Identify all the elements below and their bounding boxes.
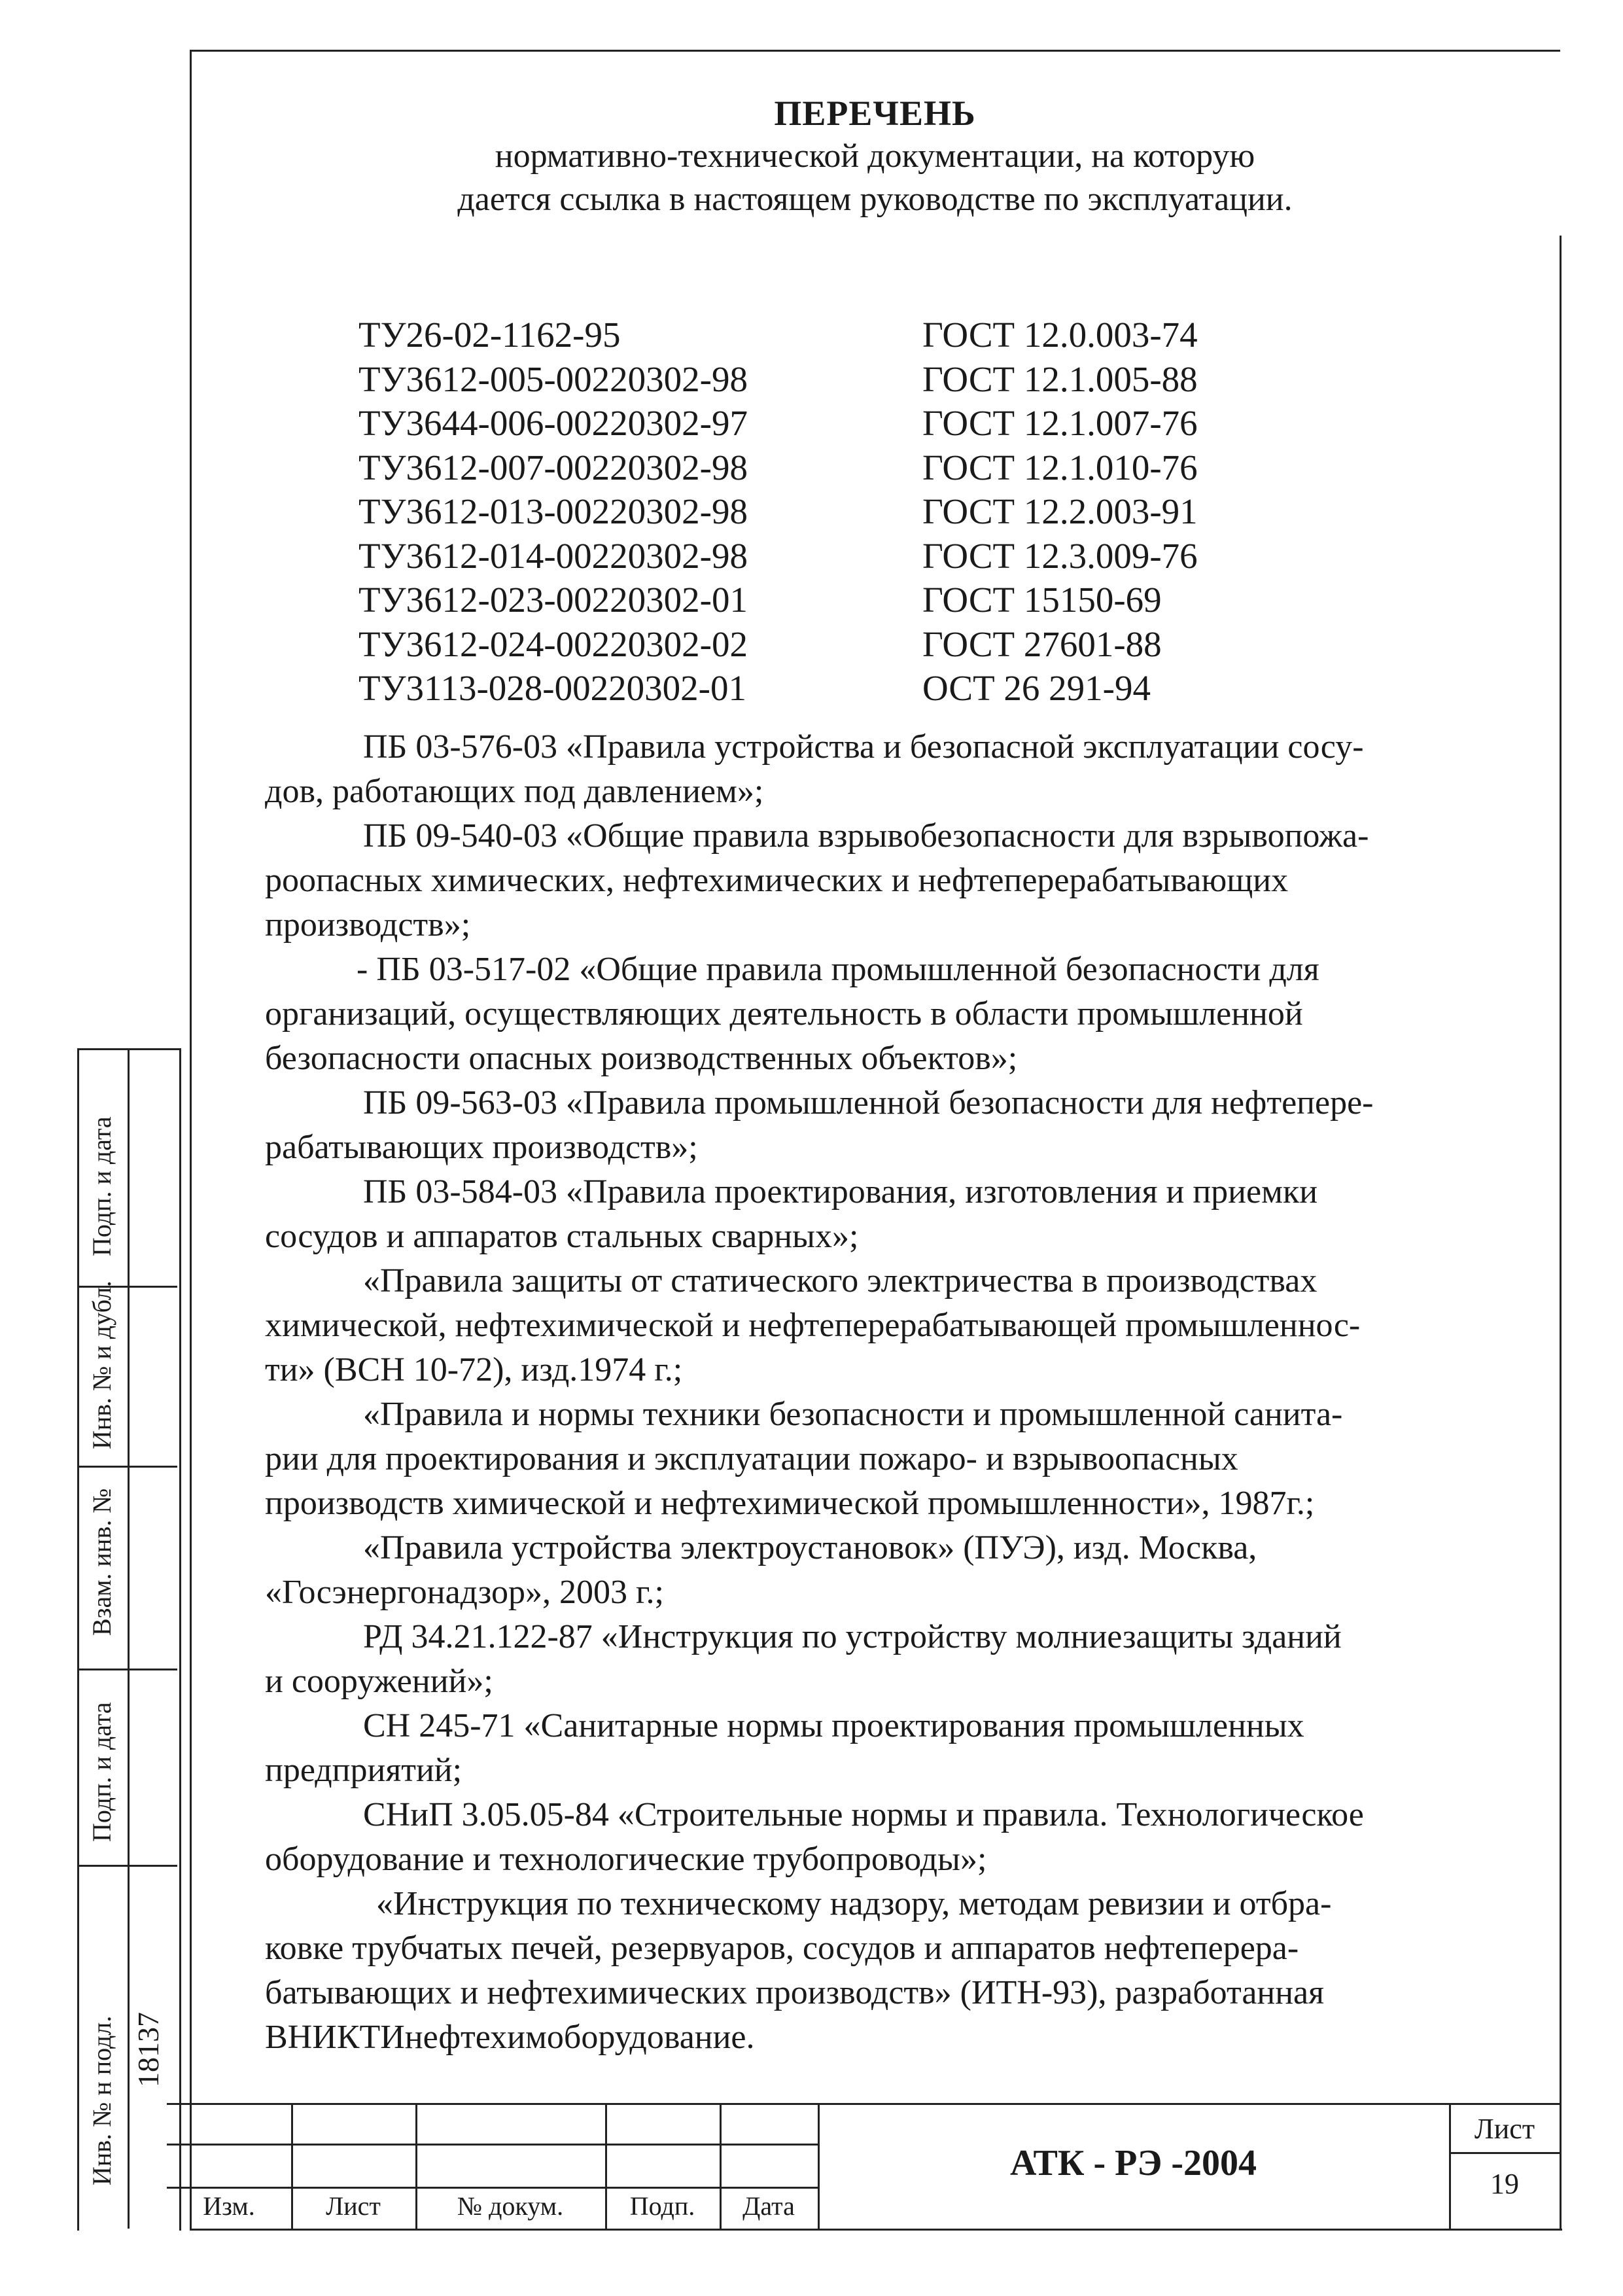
standards-row	[358, 401, 1198, 446]
reference-line: СНиП 3.05.05-84 «Строительные нормы и правила. Технологическое	[363, 1796, 1364, 1833]
tu-code: ТУ3612-005-00220302-98	[358, 359, 748, 399]
side-label-podp-data-2: Подп. и дата	[87, 1702, 116, 1842]
tu-code: ТУ3612-023-00220302-01	[358, 580, 748, 620]
tu-code: ТУ3612-014-00220302-98	[358, 535, 748, 576]
reference-line: производств химической и нефтехимической промышленности», 1987г.;	[265, 1485, 1315, 1522]
reference-line: рабатывающих производств»;	[265, 1129, 698, 1166]
gost-code: ГОСТ 15150-69	[922, 580, 1162, 620]
side-label-inv-dubl: Инв. № и дубл.	[87, 1280, 116, 1449]
standards-row	[358, 578, 1198, 622]
gost-code: ГОСТ 27601-88	[922, 624, 1162, 664]
gost-code: ГОСТ 12.1.010-76	[922, 447, 1198, 487]
reference-line: ВНИКТИнефтехимоборудование.	[265, 2019, 755, 2056]
side-stamp-row-border	[77, 1466, 177, 1468]
reference-line: - ПБ 03-517-02 «Общие правила промышленной безопасности для	[357, 951, 1319, 988]
references-body	[265, 725, 1534, 2060]
reference-paragraph	[265, 725, 1534, 814]
reference-line: оборудование и технологические трубопроводы»;	[265, 1841, 987, 1878]
reference-paragraph	[265, 1704, 1534, 1793]
reference-line: батывающих и нефтехимических производств» (ИТН-93), разработанная	[265, 1974, 1325, 2011]
document-heading	[190, 92, 1560, 221]
reference-line: ПБ 09-540-03 «Общие правила взрывобезопасности для взрывопожа-	[363, 817, 1369, 855]
reference-line: и сооружений»;	[265, 1663, 493, 1700]
standards-row	[358, 666, 1198, 711]
tu-code: ТУ3113-028-00220302-01	[358, 668, 746, 708]
standards-list	[358, 313, 1198, 711]
tu-code: ТУ26-02-1162-95	[358, 315, 621, 355]
reference-line: роопасных химических, нефтехимических и нефтеперерабатывающих	[265, 862, 1289, 899]
gost-code: ГОСТ 12.1.007-76	[922, 403, 1198, 443]
standards-row	[358, 357, 1198, 402]
reference-line: «Правила защиты от статического электричества в производствах	[363, 1262, 1318, 1299]
gost-code: ГОСТ 12.0.003-74	[922, 315, 1198, 355]
page-title: ПЕРЕЧЕНЬ	[774, 94, 976, 133]
reference-line: предприятий;	[265, 1752, 462, 1789]
col-n-dokum: № докум.	[457, 2191, 564, 2221]
side-label-podp-data-1: Подп. и дата	[87, 1116, 116, 1256]
side-label-vzam-inv: Взам. инв. №	[87, 1488, 116, 1636]
reference-paragraph	[265, 1392, 1534, 1526]
reference-paragraph	[265, 1615, 1534, 1704]
tu-code: ТУ3612-013-00220302-98	[358, 491, 748, 531]
title-block	[167, 2103, 1560, 2229]
reference-line: производств»;	[265, 906, 471, 944]
standards-row	[358, 489, 1198, 534]
reference-line: дов, работающих под давлением»;	[265, 773, 764, 810]
gost-code: ГОСТ 12.2.003-91	[922, 491, 1198, 531]
reference-line: сосудов и аппаратов стальных сварных»;	[265, 1218, 859, 1255]
col-list: Лист	[326, 2191, 381, 2221]
reference-line: «Правила и нормы техники безопасности и промышленной санита-	[363, 1396, 1343, 1433]
reference-line: организаций, осуществляющих деятельность в области промышленной	[265, 995, 1303, 1033]
document-code: АТК - РЭ -2004	[1010, 2143, 1257, 2183]
reference-paragraph	[265, 1793, 1534, 1882]
reference-line: «Правила устройства электроустановок» (ПУЭ), изд. Москва,	[363, 1529, 1257, 1566]
reference-paragraph	[265, 1882, 1534, 2060]
side-stamp-row-border	[77, 1865, 177, 1867]
side-stamp-row-border	[77, 1669, 177, 1670]
standards-row	[358, 534, 1198, 578]
reference-line: ПБ 09-563-03 «Правила промышленной безопасности для нефтепере-	[363, 1084, 1374, 1122]
standards-row	[358, 446, 1198, 490]
gost-code: ОСТ 26 291-94	[922, 668, 1151, 708]
reference-line: ти» (ВСН 10-72), изд.1974 г.;	[265, 1351, 683, 1388]
reference-paragraph	[265, 947, 1534, 1081]
inv-podl-number: 18137	[131, 2012, 165, 2087]
reference-line: «Госэнергонадзор», 2003 г.;	[265, 1574, 664, 1611]
reference-line: ПБ 03-584-03 «Правила проектирования, изготовления и приемки	[363, 1173, 1318, 1210]
reference-paragraph	[265, 1526, 1534, 1615]
reference-paragraph	[265, 1170, 1534, 1259]
tu-code: ТУ3644-006-00220302-97	[358, 403, 748, 443]
side-label-inv-podl: Инв. № н подл.	[87, 2015, 116, 2185]
col-izm: Изм.	[203, 2191, 255, 2221]
reference-line: ПБ 03-576-03 «Правила устройства и безопасной эксплуатации сосу-	[363, 728, 1364, 766]
reference-line: химической, нефтехимической и нефтеперерабатывающей промышленнос-	[265, 1307, 1361, 1344]
standards-row	[358, 313, 1198, 357]
sheet-number: 19	[1490, 2168, 1519, 2200]
tu-code: ТУ3612-007-00220302-98	[358, 447, 748, 487]
title-block-top-border	[167, 2103, 1560, 2105]
reference-line: рии для проектирования и эксплуатации пожаро- и взрывоопасных	[265, 1440, 1238, 1477]
sheet-cell-divider	[1449, 2152, 1560, 2154]
col-podp: Подп.	[629, 2191, 695, 2221]
subtitle-line-2: дается ссылка в настоящем руководстве по эксплуатации.	[457, 181, 1293, 218]
frame-right-border	[1560, 236, 1562, 2229]
reference-line: ковке трубчатых печей, резервуаров, сосудов и аппаратов нефтеперера-	[265, 1930, 1299, 1967]
reference-paragraph	[265, 814, 1534, 947]
subtitle-line-1: нормативно-технической документации, на которую	[495, 137, 1255, 175]
gost-code: ГОСТ 12.3.009-76	[922, 535, 1198, 576]
reference-line: безопасности опасных роизводственных объектов»;	[265, 1040, 1018, 1077]
side-stamp-divider	[128, 1048, 130, 2229]
frame-top-border	[190, 50, 1560, 52]
reference-line: СН 245-71 «Санитарные нормы проектирования промышленных	[363, 1707, 1304, 1744]
col-data: Дата	[742, 2191, 795, 2221]
standards-row	[358, 622, 1198, 667]
reference-paragraph	[265, 1081, 1534, 1170]
reference-line: РД 34.21.122-87 «Инструкция по устройству молниезащиты зданий	[363, 1618, 1342, 1655]
sheet-label: Лист	[1474, 2113, 1535, 2145]
tu-code: ТУ3612-024-00220302-02	[358, 624, 748, 664]
gost-code: ГОСТ 12.1.005-88	[922, 359, 1198, 399]
reference-line: «Инструкция по техническому надзору, методам ревизии и отбра-	[376, 1885, 1332, 1922]
reference-paragraph	[265, 1259, 1534, 1392]
